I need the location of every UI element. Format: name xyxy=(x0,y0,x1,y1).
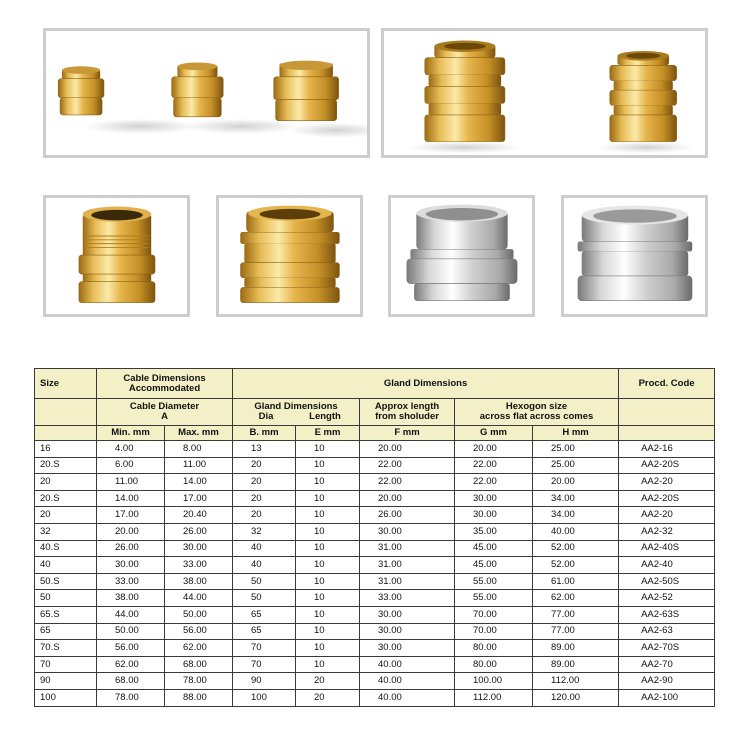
cell-size: 16 xyxy=(35,441,97,458)
cell-gland-dia: 20 xyxy=(233,457,296,474)
cell-hex-across-corners: 25.00 xyxy=(533,457,619,474)
header-hexagon-size: Hexogon size across flat across comes xyxy=(455,399,619,426)
cell-procd-code: AA2-100 xyxy=(619,689,715,706)
cell-hex-across-corners: 77.00 xyxy=(533,606,619,623)
table-row xyxy=(35,557,715,574)
cell-hex-across-flat: 112.00 xyxy=(455,689,533,706)
cell-hex-across-flat: 30.00 xyxy=(455,490,533,507)
cell-cable-max: 11.00 xyxy=(165,457,233,474)
cell-hex-across-flat: 70.00 xyxy=(455,623,533,640)
cell-gland-dia: 65 xyxy=(233,606,296,623)
specification-table xyxy=(34,368,715,707)
cell-hex-across-corners: 25.00 xyxy=(533,441,619,458)
header-gland-dia-length: Gland Dimensions Dia Length xyxy=(233,399,360,426)
cell-hex-across-corners: 52.00 xyxy=(533,540,619,557)
cell-gland-length: 10 xyxy=(296,490,360,507)
cell-gland-length: 10 xyxy=(296,457,360,474)
cell-approx-length: 30.00 xyxy=(360,640,455,657)
cell-gland-length: 10 xyxy=(296,507,360,524)
cell-hex-across-flat: 55.00 xyxy=(455,573,533,590)
cell-procd-code: AA2-50S xyxy=(619,573,715,590)
cell-size: 50.S xyxy=(35,573,97,590)
cell-size: 100 xyxy=(35,689,97,706)
cell-cable-min: 17.00 xyxy=(97,507,165,524)
cell-hex-across-flat: 80.00 xyxy=(455,656,533,673)
cell-size: 70 xyxy=(35,656,97,673)
cell-size: 65.S xyxy=(35,606,97,623)
cell-size: 20 xyxy=(35,507,97,524)
cell-approx-length: 22.00 xyxy=(360,474,455,491)
cell-cable-max: 38.00 xyxy=(165,573,233,590)
header-unit: B. mm xyxy=(233,426,296,441)
cell-size: 70.S xyxy=(35,640,97,657)
cell-gland-length: 10 xyxy=(296,573,360,590)
cell-gland-dia: 40 xyxy=(233,540,296,557)
cell-gland-dia: 20 xyxy=(233,490,296,507)
cell-procd-code: AA2-63 xyxy=(619,623,715,640)
cell-gland-dia: 13 xyxy=(233,441,296,458)
header-unit-spacer xyxy=(35,426,97,441)
cell-gland-dia: 70 xyxy=(233,656,296,673)
cell-cable-max: 88.00 xyxy=(165,689,233,706)
cell-cable-max: 44.00 xyxy=(165,590,233,607)
photo-brass-gland-wide xyxy=(216,195,363,317)
cell-gland-length: 10 xyxy=(296,540,360,557)
cell-cable-max: 33.00 xyxy=(165,557,233,574)
table-row xyxy=(35,673,715,690)
table-row xyxy=(35,457,715,474)
cell-cable-min: 14.00 xyxy=(97,490,165,507)
cell-cable-min: 38.00 xyxy=(97,590,165,607)
cell-approx-length: 26.00 xyxy=(360,507,455,524)
nickel-gland-wide-icon xyxy=(564,198,705,314)
cell-gland-length: 20 xyxy=(296,673,360,690)
cell-cable-max: 20.40 xyxy=(165,507,233,524)
cell-approx-length: 20.00 xyxy=(360,490,455,507)
cell-cable-max: 68.00 xyxy=(165,656,233,673)
cell-approx-length: 31.00 xyxy=(360,540,455,557)
cell-size: 20.S xyxy=(35,457,97,474)
brass-gland-wide-icon xyxy=(219,198,360,314)
cell-procd-code: AA2-16 xyxy=(619,441,715,458)
cell-procd-code: AA2-20 xyxy=(619,507,715,524)
cell-gland-length: 20 xyxy=(296,689,360,706)
cell-cable-max: 17.00 xyxy=(165,490,233,507)
cell-cable-min: 68.00 xyxy=(97,673,165,690)
cell-cable-min: 11.00 xyxy=(97,474,165,491)
cell-size: 50 xyxy=(35,590,97,607)
cell-cable-min: 6.00 xyxy=(97,457,165,474)
header-unit: E mm xyxy=(296,426,360,441)
cell-procd-code: AA2-32 xyxy=(619,523,715,540)
table-row xyxy=(35,490,715,507)
cell-gland-length: 10 xyxy=(296,623,360,640)
header-procd-code: Procd. Code xyxy=(619,369,715,399)
cell-hex-across-flat: 35.00 xyxy=(455,523,533,540)
cell-hex-across-corners: 77.00 xyxy=(533,623,619,640)
cell-approx-length: 31.00 xyxy=(360,573,455,590)
header-unit: F mm xyxy=(360,426,455,441)
header-cable-diameter: Cable Diameter A xyxy=(97,399,233,426)
nickel-gland-icon xyxy=(391,198,532,314)
cell-hex-across-flat: 70.00 xyxy=(455,606,533,623)
table-row xyxy=(35,523,715,540)
cell-hex-across-corners: 40.00 xyxy=(533,523,619,540)
table-row xyxy=(35,590,715,607)
table-row xyxy=(35,689,715,706)
table-row xyxy=(35,640,715,657)
cell-gland-length: 10 xyxy=(296,606,360,623)
cell-cable-min: 56.00 xyxy=(97,640,165,657)
cell-size: 20.S xyxy=(35,490,97,507)
header-unit: Min. mm xyxy=(97,426,165,441)
cell-size: 65 xyxy=(35,623,97,640)
cell-procd-code: AA2-63S xyxy=(619,606,715,623)
cell-procd-code: AA2-20 xyxy=(619,474,715,491)
cell-cable-max: 26.00 xyxy=(165,523,233,540)
header-code-spacer xyxy=(619,399,715,426)
cell-cable-min: 4.00 xyxy=(97,441,165,458)
cell-gland-dia: 50 xyxy=(233,573,296,590)
table-row xyxy=(35,507,715,524)
cell-hex-across-flat: 20.00 xyxy=(455,441,533,458)
cell-cable-max: 14.00 xyxy=(165,474,233,491)
table-row xyxy=(35,573,715,590)
cell-procd-code: AA2-20S xyxy=(619,490,715,507)
cell-hex-across-corners: 89.00 xyxy=(533,656,619,673)
cell-cable-min: 50.00 xyxy=(97,623,165,640)
cell-size: 90 xyxy=(35,673,97,690)
cell-approx-length: 33.00 xyxy=(360,590,455,607)
cell-cable-min: 30.00 xyxy=(97,557,165,574)
table-row xyxy=(35,540,715,557)
cell-gland-length: 10 xyxy=(296,474,360,491)
header-cable-dimensions: Cable Dimensions Accommodated xyxy=(97,369,233,399)
cell-cable-max: 56.00 xyxy=(165,623,233,640)
cell-cable-min: 78.00 xyxy=(97,689,165,706)
cell-gland-length: 10 xyxy=(296,590,360,607)
cell-gland-length: 10 xyxy=(296,640,360,657)
cell-gland-dia: 90 xyxy=(233,673,296,690)
cell-hex-across-corners: 89.00 xyxy=(533,640,619,657)
brass-gland-icon xyxy=(46,198,187,314)
cell-approx-length: 30.00 xyxy=(360,623,455,640)
cell-gland-dia: 40 xyxy=(233,557,296,574)
cell-cable-max: 50.00 xyxy=(165,606,233,623)
cell-procd-code: AA2-90 xyxy=(619,673,715,690)
cell-cable-min: 33.00 xyxy=(97,573,165,590)
cell-procd-code: AA2-70 xyxy=(619,656,715,673)
cell-hex-across-corners: 61.00 xyxy=(533,573,619,590)
header-unit-spacer xyxy=(619,426,715,441)
cell-cable-max: 30.00 xyxy=(165,540,233,557)
cell-hex-across-flat: 22.00 xyxy=(455,474,533,491)
table-row xyxy=(35,656,715,673)
brass-gland-group-icon xyxy=(46,31,367,155)
cell-approx-length: 30.00 xyxy=(360,606,455,623)
table-row xyxy=(35,623,715,640)
cell-hex-across-flat: 22.00 xyxy=(455,457,533,474)
photo-two-tall-brass-glands xyxy=(381,28,708,158)
cell-hex-across-flat: 80.00 xyxy=(455,640,533,657)
table-row xyxy=(35,606,715,623)
cell-gland-dia: 100 xyxy=(233,689,296,706)
cell-approx-length: 30.00 xyxy=(360,523,455,540)
photo-brass-gland-single xyxy=(43,195,190,317)
cell-hex-across-corners: 120.00 xyxy=(533,689,619,706)
cell-hex-across-corners: 112.00 xyxy=(533,673,619,690)
header-unit: Max. mm xyxy=(165,426,233,441)
cell-cable-max: 8.00 xyxy=(165,441,233,458)
header-gland-dimensions: Gland Dimensions xyxy=(233,369,619,399)
cell-hex-across-corners: 34.00 xyxy=(533,507,619,524)
cell-size: 32 xyxy=(35,523,97,540)
header-approx-length: Approx length from sholuder xyxy=(360,399,455,426)
cell-approx-length: 31.00 xyxy=(360,557,455,574)
cell-size: 20 xyxy=(35,474,97,491)
cell-approx-length: 40.00 xyxy=(360,656,455,673)
cell-cable-min: 26.00 xyxy=(97,540,165,557)
cell-size: 40 xyxy=(35,557,97,574)
cell-cable-min: 20.00 xyxy=(97,523,165,540)
cell-gland-dia: 65 xyxy=(233,623,296,640)
cell-cable-min: 44.00 xyxy=(97,606,165,623)
cell-hex-across-corners: 52.00 xyxy=(533,557,619,574)
cell-procd-code: AA2-40S xyxy=(619,540,715,557)
cell-procd-code: AA2-52 xyxy=(619,590,715,607)
cell-approx-length: 40.00 xyxy=(360,689,455,706)
cell-cable-max: 62.00 xyxy=(165,640,233,657)
cell-gland-length: 10 xyxy=(296,557,360,574)
cell-procd-code: AA2-70S xyxy=(619,640,715,657)
cell-gland-length: 10 xyxy=(296,656,360,673)
table-row xyxy=(35,474,715,491)
cell-approx-length: 22.00 xyxy=(360,457,455,474)
cell-hex-across-flat: 55.00 xyxy=(455,590,533,607)
cell-hex-across-corners: 34.00 xyxy=(533,490,619,507)
photo-three-brass-glands xyxy=(43,28,370,158)
cell-size: 40.S xyxy=(35,540,97,557)
photo-nickel-gland-wide xyxy=(561,195,708,317)
cell-gland-length: 10 xyxy=(296,523,360,540)
cell-gland-dia: 20 xyxy=(233,507,296,524)
cell-gland-dia: 20 xyxy=(233,474,296,491)
cell-gland-length: 10 xyxy=(296,441,360,458)
header-size: Size xyxy=(35,369,97,399)
cell-procd-code: AA2-40 xyxy=(619,557,715,574)
brass-gland-pair-icon xyxy=(384,31,705,155)
cell-cable-max: 78.00 xyxy=(165,673,233,690)
cell-approx-length: 40.00 xyxy=(360,673,455,690)
cell-hex-across-flat: 100.00 xyxy=(455,673,533,690)
cell-hex-across-flat: 45.00 xyxy=(455,557,533,574)
cell-hex-across-flat: 30.00 xyxy=(455,507,533,524)
cell-cable-min: 62.00 xyxy=(97,656,165,673)
cell-hex-across-flat: 45.00 xyxy=(455,540,533,557)
cell-hex-across-corners: 20.00 xyxy=(533,474,619,491)
cell-gland-dia: 50 xyxy=(233,590,296,607)
cell-gland-dia: 32 xyxy=(233,523,296,540)
cell-hex-across-corners: 62.00 xyxy=(533,590,619,607)
cell-gland-dia: 70 xyxy=(233,640,296,657)
photo-nickel-gland-single xyxy=(388,195,535,317)
table-row xyxy=(35,441,715,458)
header-unit: G mm xyxy=(455,426,533,441)
cell-procd-code: AA2-20S xyxy=(619,457,715,474)
header-unit: H mm xyxy=(533,426,619,441)
header-size-spacer xyxy=(35,399,97,426)
cell-approx-length: 20.00 xyxy=(360,441,455,458)
